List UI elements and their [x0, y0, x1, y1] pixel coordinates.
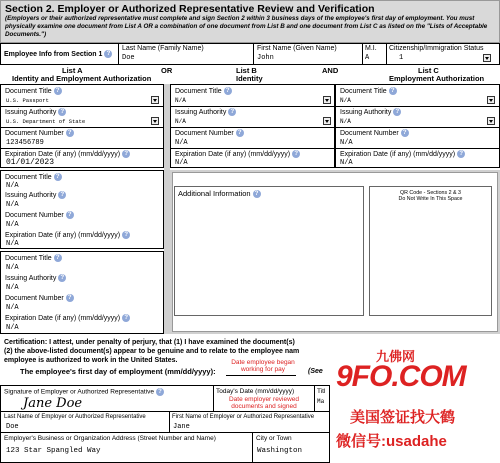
mi-label: M.I. [365, 45, 377, 52]
first-name-value: John [257, 54, 274, 62]
help-icon[interactable]: ? [228, 108, 236, 116]
issuing-label: Issuing Authority ? [5, 274, 66, 283]
expiration-value: 01/01/2023 [6, 158, 55, 167]
help-icon[interactable]: ? [292, 150, 300, 158]
address-value: 123 Star Spangled Way [6, 447, 101, 455]
expiration-label: Expiration Date (if any) (mm/dd/yyyy) ? [5, 231, 130, 240]
doc-title-value: N/A [6, 182, 19, 190]
doc-title-dropdown-icon[interactable] [323, 96, 331, 104]
expiration-label: Expiration Date (if any) (mm/dd/yyyy) ? [175, 150, 300, 159]
section-header [0, 0, 500, 43]
list-c-title: List C [418, 66, 439, 75]
list-c-subtitle: Employment Authorization [389, 74, 485, 83]
doc-number-value: 123456789 [6, 139, 44, 147]
doc-number-value: N/A [340, 139, 353, 147]
last-name-label: Last Name (Family Name) [122, 45, 204, 52]
expiration-label: Expiration Date (if any) (mm/dd/yyyy) ? [5, 150, 130, 159]
expiration-label: Expiration Date (if any) (mm/dd/yyyy) ? [340, 150, 465, 159]
issuing-label: Issuing Authority ? [5, 108, 66, 117]
see-instructions-label: (See [308, 368, 323, 375]
list-a-subtitle: Identity and Employment Authorization [12, 74, 152, 83]
todays-date-label: Today's Date (mm/dd/yyyy) [216, 388, 295, 395]
doc-title-dropdown-icon[interactable] [151, 96, 159, 104]
title-label: Titl [317, 388, 326, 395]
help-icon[interactable]: ? [54, 254, 62, 262]
help-icon[interactable]: ? [54, 87, 62, 95]
employee-info-bar [0, 43, 500, 65]
watermark-logo: 9FO.COM [336, 360, 466, 393]
address-label: Employer's Business or Organization Address (Street Number and Name) [4, 435, 216, 442]
section-instructions: (Employers or their authorized representative must complete and sign Section 2 within 3 business days of the employee's first day of employment. You must physically examine one document from List A OR a combination of one document from List B and one document from List C as listed on the "Lists of Acceptable Documents.") [5, 15, 488, 38]
title-value: Ma [317, 398, 325, 405]
help-icon[interactable]: ? [122, 150, 130, 158]
doc-title-label: Document Title ? [340, 87, 397, 96]
signature-block [0, 385, 330, 463]
list-c-document [335, 84, 500, 168]
expiration-value: N/A [175, 159, 188, 167]
employer-first-name-label: First Name of Employer or Authorized Representative [172, 414, 315, 420]
doc-title-label: Document Title ? [175, 87, 232, 96]
list-a-document-2 [0, 170, 164, 249]
first-day-note: Date employee began working for pay [231, 359, 295, 373]
issuing-dropdown-icon[interactable] [487, 117, 495, 125]
doc-title-value: N/A [340, 97, 351, 104]
help-icon[interactable]: ? [389, 87, 397, 95]
expiration-label: Expiration Date (if any) (mm/dd/yyyy) ? [5, 314, 130, 323]
doc-title-value: U.S. Passport [6, 97, 49, 104]
employee-info-label: Employee Info from Section 1 ? [4, 50, 112, 59]
help-icon[interactable]: ? [66, 129, 74, 137]
doc-title-label: Document Title ? [5, 254, 62, 263]
expiration-value: N/A [6, 324, 19, 332]
issuing-label: Issuing Authority ? [175, 108, 236, 117]
doc-title-dropdown-icon[interactable] [487, 96, 495, 104]
city-value: Washington [257, 447, 303, 455]
help-icon[interactable]: ? [58, 108, 66, 116]
list-b-document [170, 84, 335, 168]
city-label: City or Town [256, 435, 292, 442]
help-icon[interactable]: ? [253, 190, 261, 198]
additional-information-box[interactable] [174, 186, 364, 316]
signature-label: Signature of Employer or Authorized Representative ? [4, 388, 164, 397]
issuing-dropdown-icon[interactable] [151, 117, 159, 125]
employer-first-name-value: Jane [173, 423, 190, 431]
or-label: OR [161, 66, 173, 75]
doc-title-value: N/A [175, 97, 186, 104]
watermark-line-1: 美国签证找大鹤 [350, 409, 456, 426]
doc-title-label: Document Title ? [5, 173, 62, 182]
issuing-value: N/A [175, 118, 186, 125]
employer-last-name-value: Doe [6, 423, 19, 431]
employer-signature: Jane Doe [23, 396, 83, 411]
certification-line-1: Certification: I attest, under penalty of perjury, that (1) I have examined the document(s) [4, 339, 295, 346]
help-icon[interactable]: ? [224, 87, 232, 95]
watermark [330, 338, 500, 463]
help-icon[interactable]: ? [66, 211, 74, 219]
certification-line-3: employee is authorized to work in the United States. [4, 357, 178, 364]
reviewed-date-note: Date employer reviewed documents and signed [228, 396, 300, 410]
qr-code-area [369, 186, 492, 316]
last-name-value: Doe [122, 54, 135, 62]
help-icon[interactable]: ? [58, 274, 66, 282]
help-icon[interactable]: ? [156, 388, 164, 396]
citizenship-label: Citizenship/Immigration Status [389, 45, 484, 52]
citizenship-dropdown-icon[interactable] [483, 54, 491, 62]
help-icon[interactable]: ? [236, 129, 244, 137]
help-icon[interactable]: ? [393, 108, 401, 116]
help-icon[interactable]: ? [122, 231, 130, 239]
issuing-dropdown-icon[interactable] [323, 117, 331, 125]
list-b-title: List B [236, 66, 257, 75]
help-icon[interactable]: ? [66, 294, 74, 302]
doc-number-label: Document Number ? [5, 211, 74, 220]
doc-number-label: Document Number ? [5, 129, 74, 138]
citizenship-value: 1 [399, 54, 404, 62]
certification-line-2: (2) the above-listed document(s) appear to be genuine and to relate to the employee nam [4, 348, 300, 355]
help-icon[interactable]: ? [457, 150, 465, 158]
help-icon[interactable]: ? [104, 50, 112, 58]
expiration-value: N/A [6, 240, 19, 248]
issuing-value: U.S. Department of State [6, 118, 86, 125]
watermark-site-cn: 九佛网 [376, 349, 416, 364]
first-day-label: The employee's first day of employment (mm/dd/yyyy): [20, 367, 216, 376]
mi-value: A [365, 54, 370, 62]
expiration-value: N/A [340, 159, 353, 167]
and-label: AND [322, 66, 339, 75]
list-a-document-1 [0, 84, 164, 168]
issuing-value: N/A [6, 201, 19, 209]
list-b-subtitle: Identity [236, 74, 263, 83]
watermark-line-2: 微信号:usadahe [336, 433, 447, 450]
list-a-title: List A [62, 66, 83, 75]
help-icon[interactable]: ? [58, 191, 66, 199]
additional-information-label: Additional Information ? [178, 190, 261, 198]
qr-code-text: QR Code - Sections 2 & 3 Do Not Write In This Space [398, 190, 463, 202]
doc-number-value: N/A [6, 304, 19, 312]
issuing-value: N/A [6, 284, 19, 292]
help-icon[interactable]: ? [401, 129, 409, 137]
doc-title-value: N/A [6, 264, 19, 272]
section-title: Section 2. Employer or Authorized Representative Review and Verification [5, 3, 375, 15]
doc-number-label: Document Number ? [175, 129, 244, 138]
doc-number-label: Document Number ? [340, 129, 409, 138]
list-a-document-3 [0, 251, 164, 334]
doc-number-value: N/A [175, 139, 188, 147]
issuing-value: N/A [340, 118, 351, 125]
doc-title-label: Document Title ? [5, 87, 62, 96]
doc-number-value: N/A [6, 221, 19, 229]
doc-number-label: Document Number ? [5, 294, 74, 303]
issuing-label: Issuing Authority ? [340, 108, 401, 117]
help-icon[interactable]: ? [54, 173, 62, 181]
help-icon[interactable]: ? [122, 314, 130, 322]
employer-last-name-label: Last Name of Employer or Authorized Representative [4, 414, 146, 420]
first-name-label: First Name (Given Name) [257, 45, 337, 52]
issuing-label: Issuing Authority ? [5, 191, 66, 200]
